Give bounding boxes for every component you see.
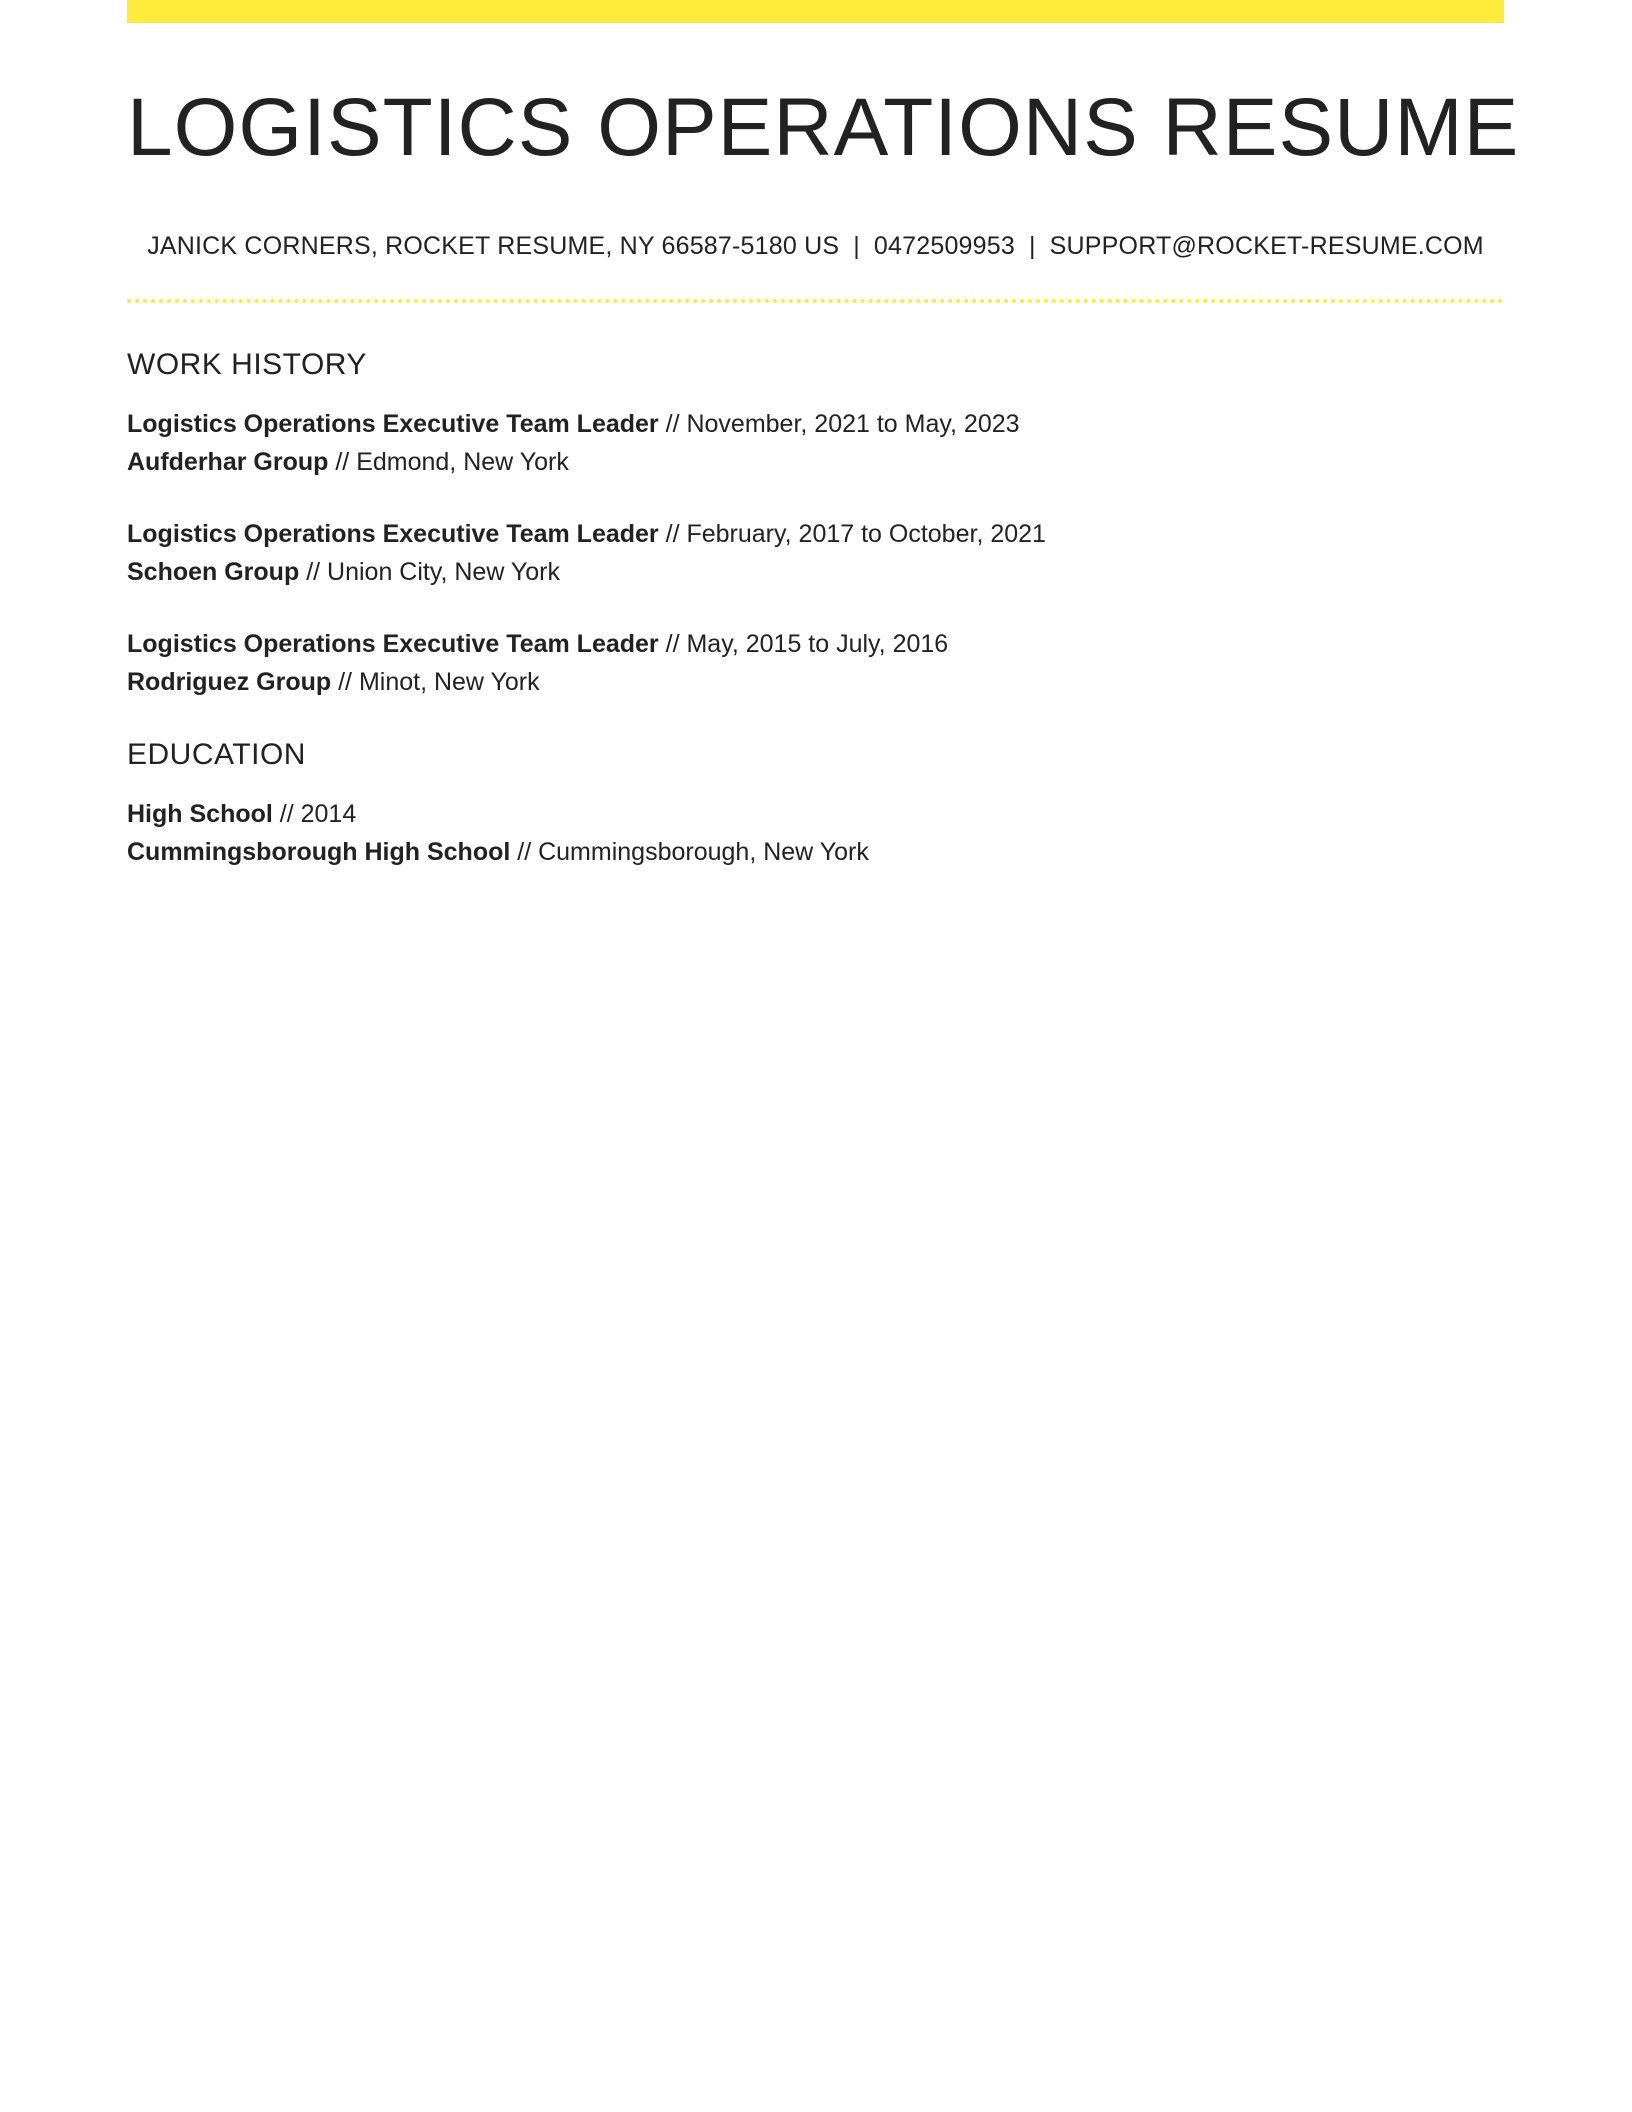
work-entry-company: Rodriguez Group [127, 668, 332, 697]
work-entry [127, 625, 1504, 701]
work-entry-title-line [127, 625, 1504, 663]
work-entry-role: Logistics Operations Executive Team Leader [127, 520, 659, 549]
work-entry-location: // Minot, New York [338, 668, 540, 697]
education-entry-degree: High School [127, 800, 273, 829]
resume-page [127, 0, 1520, 871]
contact-email: SUPPORT@ROCKET-RESUME.COM [1049, 232, 1484, 261]
work-entry-location: // Union City, New York [306, 558, 560, 587]
work-entry [127, 515, 1504, 591]
contact-separator: | [1028, 232, 1036, 261]
work-entry-company: Aufderhar Group [127, 448, 329, 477]
contact-separator: | [853, 232, 860, 261]
work-entry-role: Logistics Operations Executive Team Leader [127, 410, 659, 439]
work-entry-company-line [127, 553, 1504, 591]
work-history-heading: WORK HISTORY [127, 348, 367, 382]
education-heading: EDUCATION [127, 738, 306, 772]
education-entry [127, 795, 1504, 871]
contact-address: JANICK CORNERS, ROCKET RESUME, NY 66587-5180 US [147, 232, 840, 261]
education-entry-year: // 2014 [279, 800, 357, 829]
resume-title: LOGISTICS OPERATIONS RESUME [127, 82, 1520, 173]
work-entry-dates: // May, 2015 to July, 2016 [665, 630, 949, 659]
work-entry-company-line [127, 663, 1504, 701]
work-entry [127, 405, 1504, 481]
contact-phone: 0472509953 [873, 232, 1015, 261]
work-entry-company-line [127, 443, 1504, 481]
work-entry-role: Logistics Operations Executive Team Leader [127, 630, 659, 659]
work-entry-title-line [127, 405, 1504, 443]
work-entry-location: // Edmond, New York [335, 448, 569, 477]
accent-top-bar [127, 0, 1504, 23]
contact-line [127, 231, 1504, 261]
dotted-divider [127, 299, 1504, 303]
work-entry-company: Schoen Group [127, 558, 300, 587]
education-entry-title-line [127, 795, 1504, 833]
education-entry-school: Cummingsborough High School [127, 838, 511, 867]
work-entry-dates: // November, 2021 to May, 2023 [665, 410, 1020, 439]
work-entry-dates: // February, 2017 to October, 2021 [665, 520, 1046, 549]
education-entry-location: // Cummingsborough, New York [517, 838, 869, 867]
education-entry-school-line [127, 833, 1504, 871]
work-entry-title-line [127, 515, 1504, 553]
